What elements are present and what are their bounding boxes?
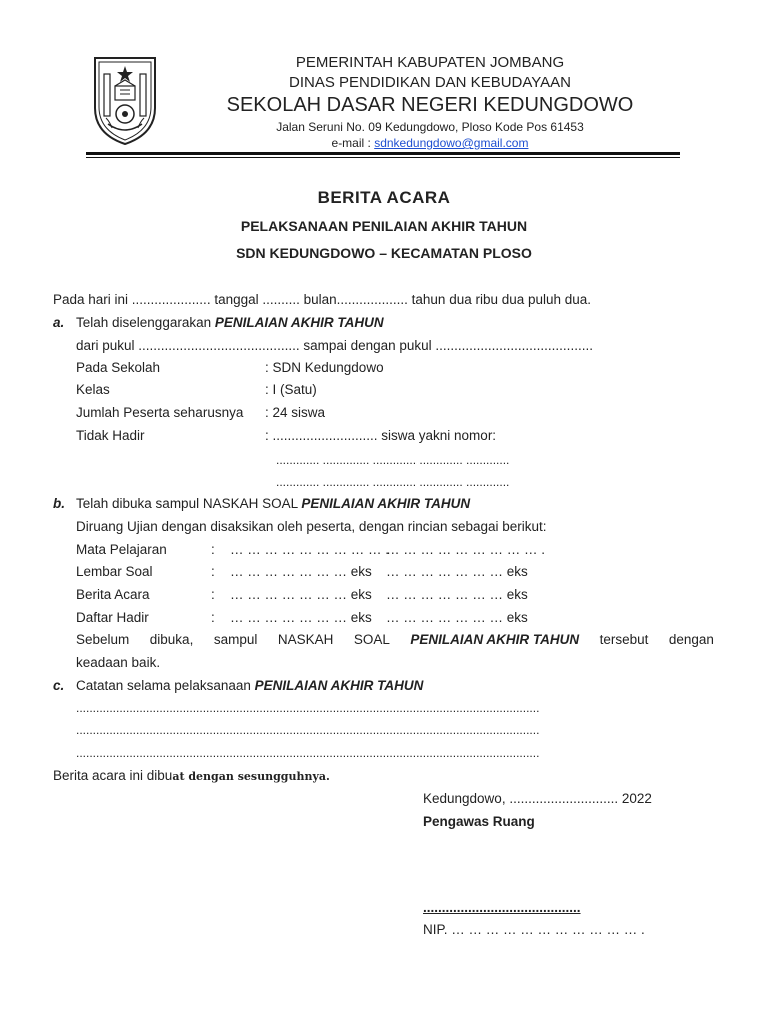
- letterhead-department: DINAS PENDIDIKAN DAN KEBUDAYAAN: [288, 74, 571, 91]
- jombang-coat-of-arms-logo: [90, 52, 160, 147]
- closing-bold: PENILAIAN AKHIR TAHUN: [410, 632, 580, 647]
- row-label-participants: Jumlah Peserta seharusnya: [76, 405, 244, 420]
- letterhead-email: [180, 136, 680, 150]
- email-label: e-mail :: [331, 136, 375, 150]
- closing-word: SOAL: [353, 632, 390, 647]
- notes-line-2: ...........................................................................................................................................: [76, 723, 540, 737]
- section-c-heading: [76, 678, 423, 693]
- section-b-marker: b.: [53, 496, 65, 511]
- signatory-role: Pengawas Ruang: [423, 814, 535, 829]
- closing-word: dengan: [668, 632, 714, 647]
- document-subtitle-2: SDN KEDUNGDOWO – KECAMATAN PLOSO: [236, 245, 532, 261]
- row-colon-attendance: :: [211, 610, 215, 625]
- letterhead-school-name: SEKOLAH DASAR NEGERI KEDUNGDOWO: [226, 94, 634, 116]
- section-b-line2: Diruang Ujian dengan disaksikan oleh peserta, dengan rincian sebagai berikut:: [76, 519, 547, 534]
- row-label-report: Berita Acara: [76, 587, 150, 602]
- section-b-text: Telah dibuka sampul NASKAH SOAL: [76, 496, 302, 511]
- absent-numbers-row-2: ............. .............. ............. ............. .............: [276, 475, 510, 489]
- row-value1-subject: … … … … … … … … … .: [230, 542, 390, 557]
- section-b-bold: PENILAIAN AKHIR TAHUN: [301, 496, 471, 511]
- letterhead-rule-thick: [86, 152, 680, 155]
- letterhead-rule-thin: [86, 157, 680, 158]
- row-label-class: Kelas: [76, 382, 110, 397]
- letterhead-address: Jalan Seruni No. 09 Kedungdowo, Ploso Kode Pos 61453: [276, 120, 584, 134]
- row-label-question-sheet: Lembar Soal: [76, 564, 153, 579]
- section-c-marker: c.: [53, 678, 65, 693]
- row-colon-report: :: [211, 587, 215, 602]
- row-value2-subject: … … … … … … … … … .: [386, 542, 546, 557]
- row-value-class: : I (Satu): [265, 382, 317, 397]
- row-value2-question-sheet: … … … … … … … eks: [386, 564, 528, 579]
- email-link[interactable]: sdnkedungdowo@gmail.com: [374, 136, 529, 150]
- row-value-school: : SDN Kedungdowo: [265, 360, 384, 375]
- notes-line-1: ...........................................................................................................................................: [76, 701, 540, 715]
- absent-numbers-row-1: ............. .............. ............. ............. .............: [276, 453, 510, 467]
- section-a-time: dari pukul ........................................... sampai dengan pukul ..........................................: [76, 338, 593, 353]
- closing-word: tersebut: [599, 632, 649, 647]
- row-label-attendance: Daftar Hadir: [76, 610, 149, 625]
- row-value2-report: … … … … … … … eks: [386, 587, 528, 602]
- section-b-heading: [76, 496, 470, 511]
- signature-line: ..........................................: [423, 900, 581, 915]
- row-value1-question-sheet: … … … … … … … eks: [230, 564, 372, 579]
- letterhead-government: PEMERINTAH KABUPATEN JOMBANG: [295, 54, 565, 71]
- intro-line: Pada hari ini ..................... tanggal .......... bulan................... tahun dua ribu dua puluh dua.: [53, 292, 592, 307]
- section-a-marker: a.: [53, 315, 65, 330]
- document-title: BERITA ACARA: [317, 188, 451, 207]
- row-value1-report: … … … … … … … eks: [230, 587, 372, 602]
- notes-line-3: ...........................................................................................................................................: [76, 746, 540, 760]
- row-colon-subject: :: [211, 542, 215, 557]
- document-subtitle-1: PELAKSANAAN PENILAIAN AKHIR TAHUN: [240, 218, 528, 234]
- section-c-bold: PENILAIAN AKHIR TAHUN: [254, 678, 424, 693]
- row-label-subject: Mata Pelajaran: [76, 542, 167, 557]
- row-colon-question-sheet: :: [211, 564, 215, 579]
- closing-word: Sebelum: [76, 632, 130, 647]
- closing-word: dibuka,: [149, 632, 194, 647]
- closing-word: NASKAH: [277, 632, 334, 647]
- place-date: Kedungdowo, ............................. 2022: [423, 791, 652, 806]
- section-a-bold: PENILAIAN AKHIR TAHUN: [214, 315, 384, 330]
- nip-line: NIP. … … … … … … … … … … … .: [423, 922, 645, 937]
- section-b-closing-line: [76, 632, 714, 647]
- closing-word: sampul: [213, 632, 258, 647]
- row-value1-attendance: … … … … … … … eks: [230, 610, 372, 625]
- section-a-heading: [76, 315, 384, 330]
- row-value2-attendance: … … … … … … … eks: [386, 610, 528, 625]
- section-a-text: Telah diselenggarakan: [76, 315, 215, 330]
- row-label-school: Pada Sekolah: [76, 360, 161, 375]
- row-value-absent: : ............................ siswa yakni nomor:: [265, 428, 497, 443]
- row-value-participants: : 24 siswa: [265, 405, 326, 420]
- row-label-absent: Tidak Hadir: [76, 428, 145, 443]
- section-b-closing-line2: keadaan baik.: [76, 655, 161, 670]
- closing-statement: [53, 768, 330, 783]
- closing-statement-b: at dengan sesungguhnya.: [172, 770, 330, 783]
- section-c-text: Catatan selama pelaksanaan: [76, 678, 255, 693]
- closing-statement-a: Berita acara ini dibu: [53, 768, 173, 783]
